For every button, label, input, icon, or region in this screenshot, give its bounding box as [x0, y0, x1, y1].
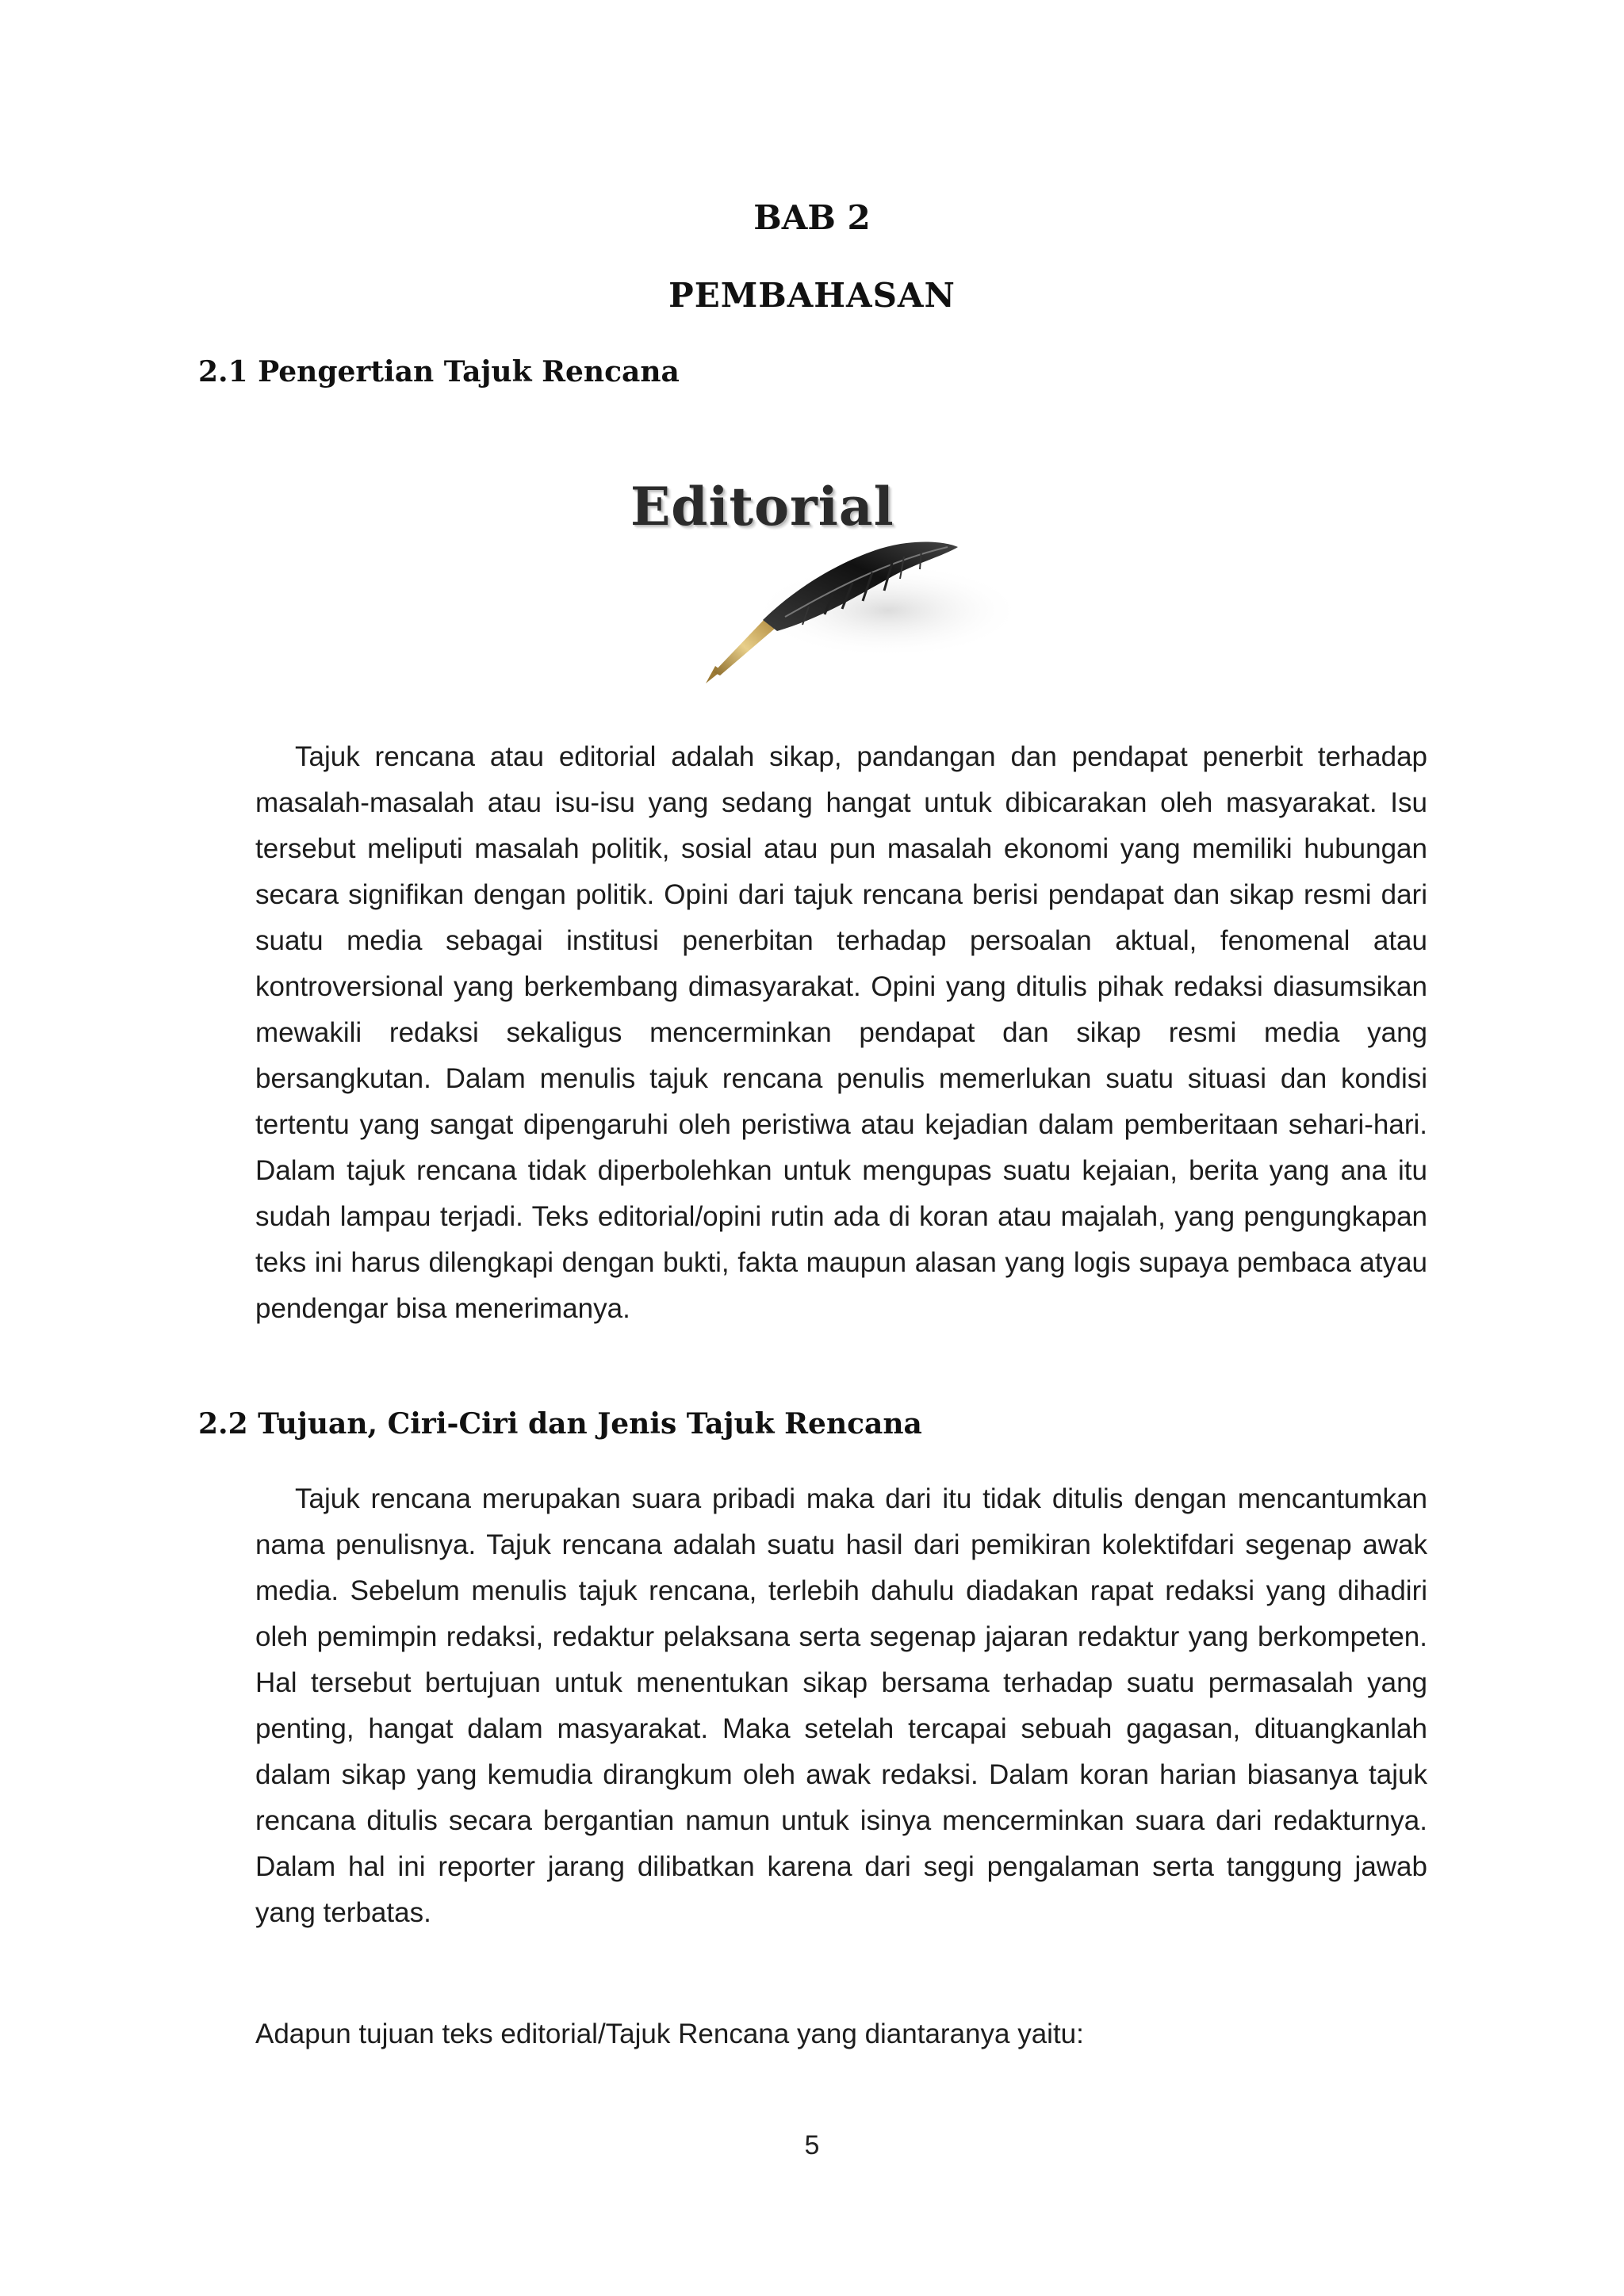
section-heading-2-1: 2.1 Pengertian Tajuk Rencana: [198, 355, 680, 388]
paragraph-intro-list: Adapun tujuan teks editorial/Tajuk Rencana yang diantaranya yaitu:: [255, 2019, 1084, 2049]
paragraph-definition: Tajuk rencana atau editorial adalah sikap, pandangan dan pendapat penerbit terhadap masalah-masalah atau isu-isu yang sedang hangat untuk dibicarakan oleh masyarakat. Isu tersebut meliputi masalah politik, sosial atau pun masalah ekonomi yang memiliki hubungan secara signifikan dengan politik. Opini dari tajuk rencana berisi pendapat dan sikap resmi dari suatu media sebagai institusi penerbitan terhadap persoalan aktual, fenomenal atau kontroversional yang berkembang dimasyarakat. Opini yang ditulis pihak redaksi diasumsikan mewakili redaksi sekaligus mencerminkan pendapat dan sikap resmi media yang bersangkutan. Dalam menulis tajuk rencana penulis memerlukan suatu situasi dan kondisi tertentu yang sangat dipengaruhi oleh peristiwa atau kejadian dalam pemberitaan sehari-hari. Dalam tajuk rencana tidak diperbolehkan untuk mengupas suatu kejaian, berita yang ana itu sudah lampau terjadi. Teks editorial/opini rutin ada di koran atau majalah, yang pengungkapan teks ini harus dilengkapi dengan bukti, fakta maupun alasan yang logis supaya pembaca atyau pendengar bisa menerimanya.: [255, 741, 1427, 1324]
page-number: 5: [804, 2130, 820, 2160]
editorial-illustration: [626, 468, 1023, 690]
section-heading-2-2: 2.2 Tujuan, Ciri-Ciri dan Jenis Tajuk Rencana: [198, 1407, 922, 1441]
paragraph-purpose: Tajuk rencana merupakan suara pribadi maka dari itu tidak ditulis dengan mencantumkan nama penulisnya. Tajuk rencana adalah suatu hasil dari pemikiran kolektifdari segenap awak media. Sebelum menulis tajuk rencana, terlebih dahulu diadakan rapat redaksi yang dihadiri oleh pemimpin redaksi, redaktur pelaksana serta segenap jajaran redaktur yang berkompeten. Hal tersebut bertujuan untuk menentukan sikap bersama terhadap suatu permasalah yang penting, hangat dalam masyarakat. Maka setelah tercapai sebuah gagasan, dituangkanlah dalam sikap yang kemudia dirangkum oleh awak redaksi. Dalam koran harian biasanya tajuk rencana ditulis secara bergantian namun untuk isinya mencerminkan suara dari redakturnya. Dalam hal ini reporter jarang dilibatkan karena dari segi pengalaman serta tanggung jawab yang terbatas.: [255, 1483, 1427, 1928]
chapter-number: BAB 2: [753, 198, 871, 237]
chapter-title: PEMBAHASAN: [668, 276, 956, 315]
editorial-wordmark: Editorial: [630, 476, 894, 538]
